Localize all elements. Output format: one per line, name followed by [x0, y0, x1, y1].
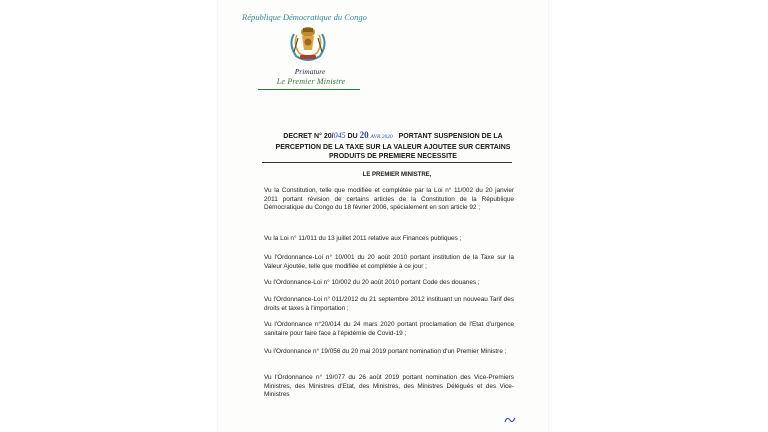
author-heading: LE PREMIER MINISTRE, — [362, 172, 432, 178]
decree-date-month-year: AVR 2020 — [370, 134, 393, 140]
document-page — [218, 0, 548, 432]
drc-coat-of-arms-icon — [284, 22, 332, 64]
decree-prefix: DECRET N° 20/ — [283, 133, 334, 140]
visa-paragraph: Vu l'Ordonnance n° 19/056 du 20 mai 2019 portant nomination d'un Premier Ministre ; — [264, 348, 507, 355]
decree-number: 045 — [333, 131, 346, 140]
decree-title — [262, 131, 524, 162]
decree-title-text-1: PORTANT SUSPENSION DE LA — [398, 133, 503, 140]
visa-paragraph: Vu l'Ordonnance-Loi n° 011/2012 du 21 septembre 2012 instituant un nouveau Tarif des droits et taxes à l'importation ; — [264, 296, 514, 312]
visa-paragraph: Vu l'Ordonnance n° 19/077 du 26 août 2019 portant nomination des Vice-Premiers Ministres, des Ministres d'Etat, des Ministres, des Ministres Délégués et des Vice-Ministres — [264, 374, 514, 399]
title-divider — [262, 162, 512, 163]
country-header: République Démocratique du Congo — [242, 12, 367, 22]
visa-paragraph: Vu la Constitution, telle que modifiée et complétée par la Loi n° 11/002 du 20 janvier 2011 portant révision de certains articles de la Constitution de la République Démocratique du Congo du 18 février 2006, spécialement en son article 92 ; — [264, 187, 514, 212]
decree-date-day: 20 — [359, 130, 369, 140]
visa-paragraph: Vu l'Ordonnance-Loi n° 10/001 du 20 août 2010 portant institution de la Taxe sur la Valeur Ajoutée, telle que modifiée et complétée à ce jour ; — [264, 254, 514, 270]
decree-title-line-3: PRODUITS DE PREMIERE NECESSITE — [329, 153, 457, 160]
visa-paragraph: Vu la Loi n° 11/011 du 13 juillet 2011 relative aux Finances publiques ; — [264, 235, 462, 242]
office-label: Primature — [294, 67, 326, 76]
subtitle-underline — [258, 89, 360, 90]
visa-paragraph: Vu l'Ordonnance n°20/014 du 24 mars 2020 portant proclamation de l'Etat d'urgence sanitaire pour faire face à l'épidémie de Covid-19 ; — [264, 321, 514, 337]
office-subtitle: Le Premier Ministre — [276, 77, 346, 86]
decree-title-line-1 — [262, 131, 524, 143]
decree-title-line-2: PERCEPTION DE LA TAXE SUR LA VALEUR AJOUTEE SUR CERTAINS — [275, 143, 511, 151]
visa-paragraph: Vu l'Ordonnance-Loi n° 10/002 du 20 août 2010 portant Code des douanes ; — [264, 279, 480, 286]
initial-mark-icon — [503, 414, 517, 426]
decree-du: DU — [347, 133, 358, 140]
